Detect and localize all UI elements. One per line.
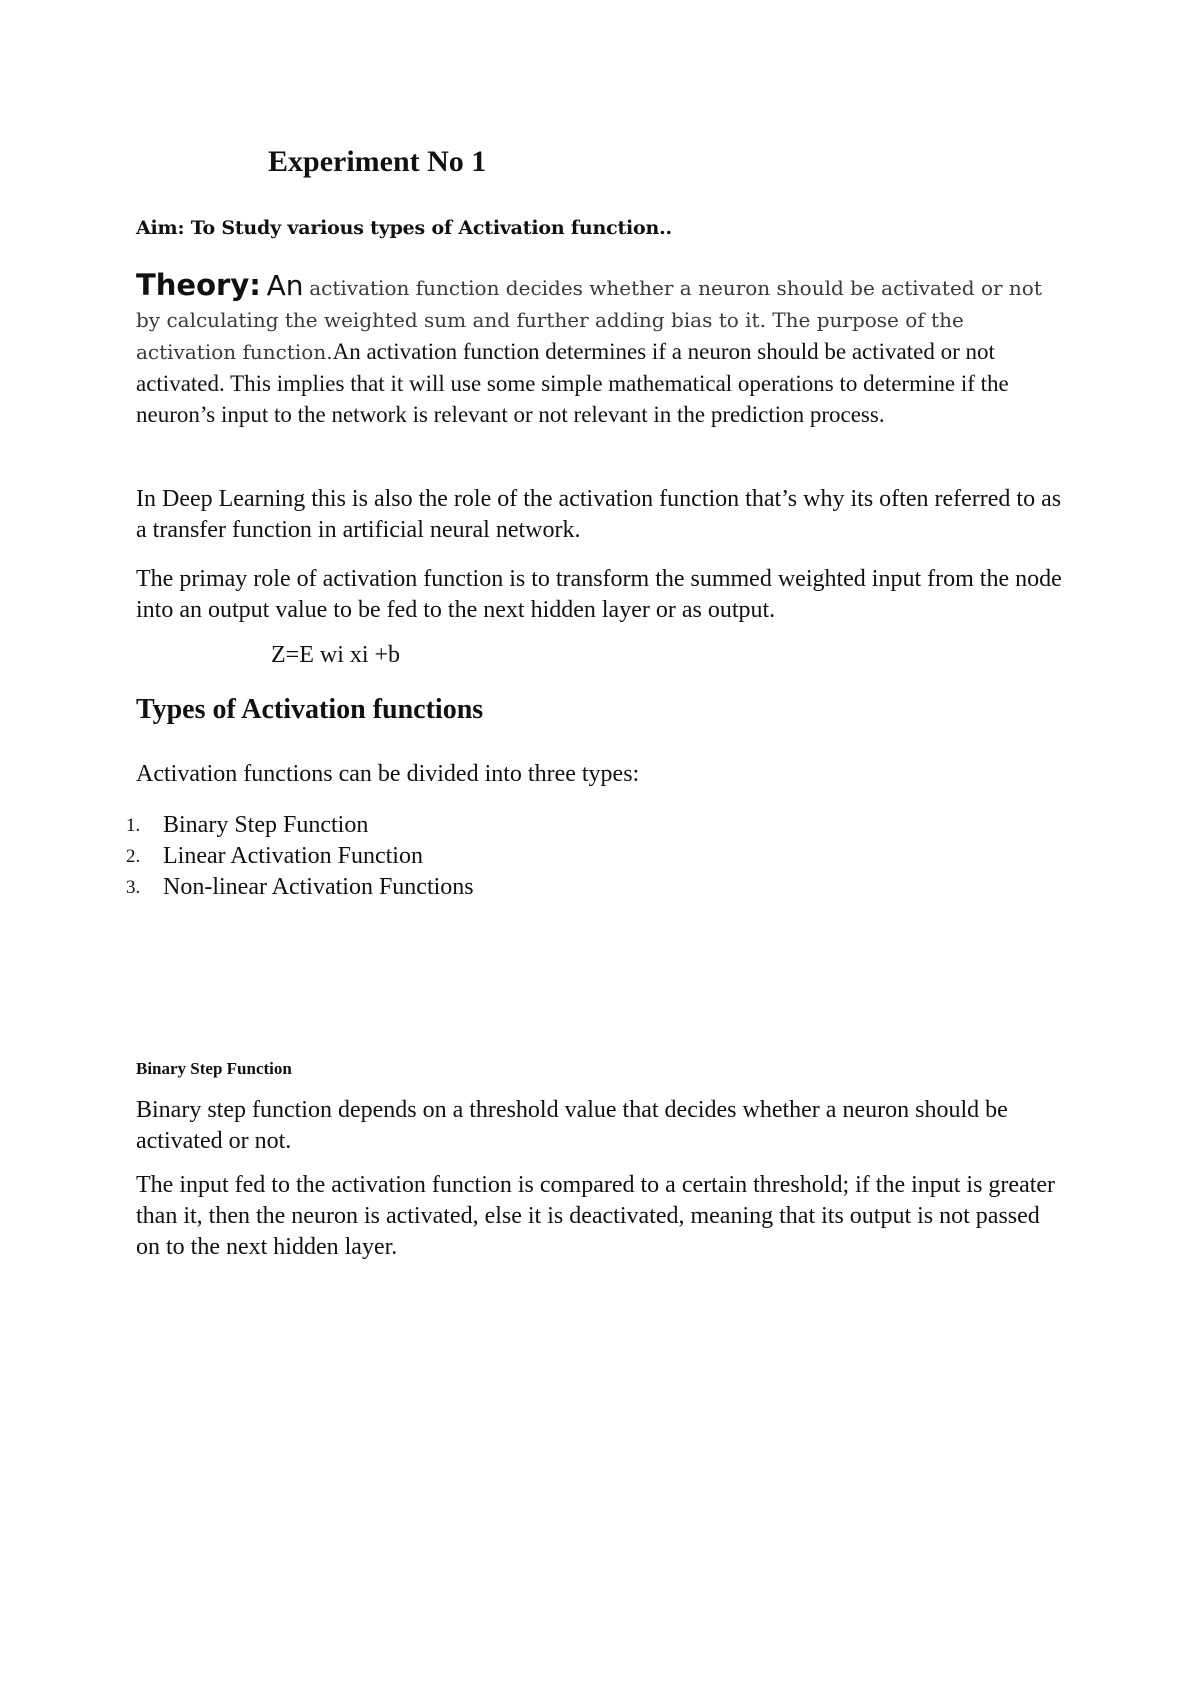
theory-paragraph [136,270,1066,430]
list-item [126,872,474,903]
types-list [126,810,474,903]
primary-role-paragraph: The primay role of activation function is to transform the summed weighted input from the node into an output value to be fed to the next hidden layer or as output. [136,566,1062,623]
list-item [126,810,474,841]
binary-step-paragraph-2: The input fed to the activation function is compared to a certain threshold; if the input is greater than it, then the neuron is activated, else it is deactivated, meaning that its output is not passed on to the next hidden layer. [136,1172,1056,1260]
list-item-number: 1. [126,815,141,836]
list-item-number: 2. [126,846,141,867]
types-heading: Types of Activation functions [136,694,484,725]
theory-light-text: activation function decides whether a neuron should be activated or not by calculating the weighted sum and further adding bias to it. The purpose of the activation function. [136,276,1042,364]
list-item-label: Non-linear Activation Functions [163,874,474,900]
theory-label: Theory: [136,268,261,302]
list-item [126,841,474,872]
formula: Z=E wi xi +b [271,642,401,668]
theory-dark-text: An activation function determines if a neuron should be activated or not activated. This implies that it will use some simple mathematical operations to determine if the neuron’s input to the network is relevant or not relevant in the prediction process. [136,339,1009,427]
theory-lead-word: An [266,269,304,302]
binary-step-paragraph-1: Binary step function depends on a threshold value that decides whether a neuron should be activated or not. [136,1097,1008,1154]
page-title: Experiment No 1 [268,145,487,178]
list-item-number: 3. [126,877,141,898]
deep-learning-paragraph: In Deep Learning this is also the role of the activation function that’s why its often referred to as a transfer function in artificial neural network. [136,486,1062,543]
list-item-label: Linear Activation Function [163,843,423,869]
list-item-label: Binary Step Function [163,812,369,838]
binary-step-heading: Binary Step Function [136,1059,292,1078]
types-intro: Activation functions can be divided into three types: [136,761,640,787]
aim-statement: Aim: To Study various types of Activation function.. [136,217,672,239]
